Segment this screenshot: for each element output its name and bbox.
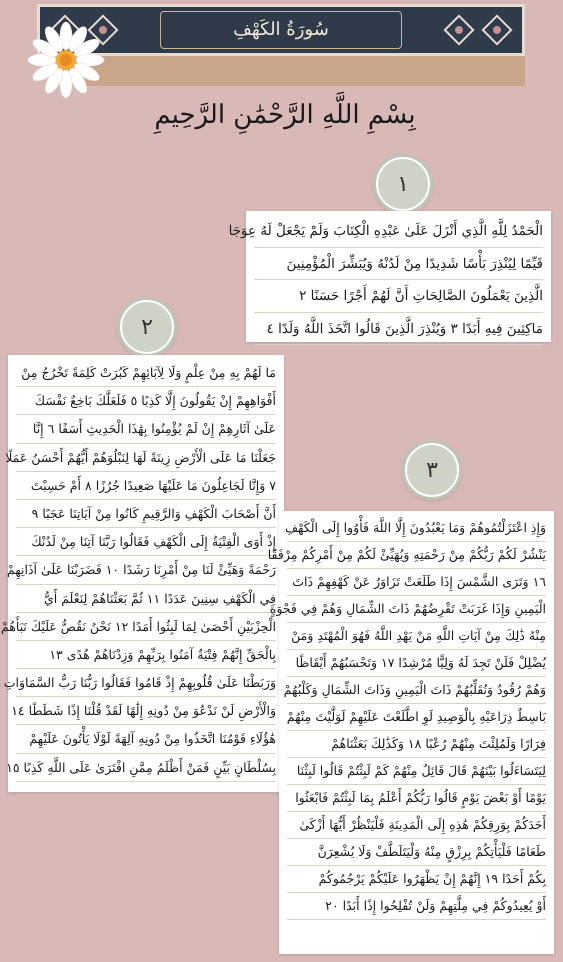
verse-line: ٧ وَإِنَّا لَجَاعِلُونَ مَا عَلَيْهَا صَعِيدًا جُرُزًا ٨ أَمْ حَسِبْتَ [16, 472, 276, 500]
verse-line: وَرَبَطْنَا عَلَىٰ قُلُوبِهِمْ إِذْ قَامُوا فَقَالُوا رَبُّنَا رَبُّ السَّمَاوَاتِ [16, 669, 276, 697]
verse-line: الَّذِينَ يَعْمَلُونَ الصَّالِحَاتِ أَنَّ لَهُمْ أَجْرًا حَسَنًا ٢ [254, 280, 543, 313]
verse-card-1 [228, 211, 551, 342]
verse-line: جَعَلْنَا مَا عَلَى الْأَرْضِ زِينَةً لَهَا لِنَبْلُوَهُمْ أَيُّهُمْ أَحْسَنُ عَمَلًا [16, 444, 276, 472]
surah-title: سُورَةُ الكَهْفِ [233, 19, 329, 40]
verse-line: وَإِذِ اعْتَزَلْتُمُوهُمْ وَمَا يَعْبُدُونَ إِلَّا اللَّهَ فَأْوُوا إِلَى الْكَهْفِ [287, 515, 546, 542]
verse-line: مِنْهُ ذَٰلِكَ مِنْ آيَاتِ اللَّهِ مَنْ يَهْدِ اللَّهُ فَهُوَ الْمُهْتَدِ وَمَنْ [287, 623, 546, 650]
verse-line: يَنْشُرْ لَكُمْ رَبُّكُمْ مِنْ رَحْمَتِهِ وَيُهَيِّئْ لَكُمْ مِنْ أَمْرِكُمْ مِرْفَقًا [287, 542, 546, 569]
verse-line: أَنَّ أَصْحَابَ الْكَهْفِ وَالرَّقِيمِ كَانُوا مِنْ آيَاتِنَا عَجَبًا ٩ [16, 500, 276, 528]
verse-line: الْحَمْدُ لِلَّهِ الَّذِي أَنْزَلَ عَلَىٰ عَبْدِهِ الْكِتَابَ وَلَمْ يَجْعَلْ لَهُ عِوَجَا [254, 215, 543, 248]
verse-line: مَا لَهُمْ بِهِ مِنْ عِلْمٍ وَلَا لِآبَائِهِمْ كَبُرَتْ كَلِمَةً تَخْرُجُ مِنْ [16, 359, 276, 387]
verse-line: ١٦ وَتَرَى الشَّمْسَ إِذَا طَلَعَتْ تَزَاوَرُ عَنْ كَهْفِهِمْ ذَاتَ [287, 569, 546, 596]
verse-line: يُضْلِلْ فَلَنْ تَجِدَ لَهُ وَلِيًّا مُرْشِدًا ١٧ وَتَحْسَبُهُمْ أَيْقَاظًا [287, 650, 546, 677]
daisy-flower-icon [28, 22, 104, 98]
verse-line: وَهُمْ رُقُودٌ وَنُقَلِّبُهُمْ ذَاتَ الْيَمِينِ وَذَاتَ الشِّمَالِ وَكَلْبُهُمْ [287, 677, 546, 704]
verse-line: أَوْ يُعِيدُوكُمْ فِي مِلَّتِهِمْ وَلَنْ تُفْلِحُوا إِذًا أَبَدًا ٢٠ [287, 893, 546, 920]
verse-line: لِيَتَسَاءَلُوا بَيْنَهُمْ قَالَ قَائِلٌ مِنْهُمْ كَمْ لَبِثْتُمْ قَالُوا لَبِثْنَا [287, 758, 546, 785]
verse-line: مَاكِثِينَ فِيهِ أَبَدًا ٣ وَيُنْذِرَ الَّذِينَ قَالُوا اتَّخَذَ اللَّهُ وَلَدًا ٤ [254, 313, 543, 346]
page-badge-1: ١ [376, 157, 430, 211]
verse-line: أَفْوَاهِهِمْ إِنْ يَقُولُونَ إِلَّا كَذِبًا ٥ فَلَعَلَّكَ بَاخِعٌ نَفْسَكَ [16, 387, 276, 415]
verse-line: أَحَدَكُمْ بِوَرِقِكُمْ هَٰذِهِ إِلَى الْمَدِينَةِ فَلْيَنْظُرْ أَيُّهَا أَزْكَىٰ [287, 812, 546, 839]
verse-line: فِي الْكَهْفِ سِنِينَ عَدَدًا ١١ ثُمَّ بَعَثْنَاهُمْ لِنَعْلَمَ أَيُّ [16, 585, 276, 613]
verse-line: يَوْمًا أَوْ بَعْضَ يَوْمٍ قَالُوا رَبُّكُمْ أَعْلَمُ بِمَا لَبِثْتُمْ فَابْعَثُوا [287, 785, 546, 812]
verse-line: هَٰؤُلَاءِ قَوْمُنَا اتَّخَذُوا مِنْ دُونِهِ آلِهَةً لَوْلَا يَأْتُونَ عَلَيْهِمْ [16, 725, 276, 753]
verse-line: عَلَىٰ آثَارِهِمْ إِنْ لَمْ يُؤْمِنُوا بِهَٰذَا الْحَدِيثِ أَسَفًا ٦ إِنَّا [16, 415, 276, 443]
verse-line: بِكُمْ أَحَدًا ١٩ إِنَّهُمْ إِنْ يَظْهَرُوا عَلَيْكُمْ يَرْجُمُوكُمْ [287, 866, 546, 893]
verse-line: إِذْ أَوَى الْفِتْيَةُ إِلَى الْكَهْفِ فَقَالُوا رَبَّنَا آتِنَا مِنْ لَدُنْكَ [16, 528, 276, 556]
verse-line: الْحِزْبَيْنِ أَحْصَىٰ لِمَا لَبِثُوا أَمَدًا ١٢ نَحْنُ نَقُصُّ عَلَيْكَ نَبَأَهُمْ [16, 613, 276, 641]
banner-strip [66, 56, 525, 86]
page-badge-3: ٣ [405, 443, 459, 497]
verse-line: بِالْحَقِّ إِنَّهُمْ فِتْيَةٌ آمَنُوا بِرَبِّهِمْ وَزِدْنَاهُمْ هُدًى ١٣ [16, 641, 276, 669]
verse-line: وَالْأَرْضِ لَنْ نَدْعُوَ مِنْ دُونِهِ إِلَٰهًا لَقَدْ قُلْنَا إِذًا شَطَطًا ١٤ [16, 697, 276, 725]
surah-header-banner [37, 4, 525, 56]
verse-card-2 [0, 355, 284, 792]
basmala: بِسْمِ اللَّهِ الرَّحْمَٰنِ الرَّحِيمِ [154, 100, 416, 130]
verse-line: رَحْمَةً وَهَيِّئْ لَنَا مِنْ أَمْرِنَا رَشَدًا ١٠ فَضَرَبْنَا عَلَىٰ آذَانِهِمْ [16, 556, 276, 584]
verse-line: بِسُلْطَانٍ بَيِّنٍ فَمَنْ أَظْلَمُ مِمَّنِ افْتَرَىٰ عَلَى اللَّهِ كَذِبًا ١٥ [16, 754, 276, 782]
verse-line: قَيِّمًا لِيُنْذِرَ بَأْسًا شَدِيدًا مِنْ لَدُنْهُ وَيُبَشِّرَ الْمُؤْمِنِينَ [254, 248, 543, 281]
verse-card-3 [267, 511, 554, 954]
verse-line: الْيَمِينِ وَإِذَا غَرَبَتْ تَقْرِضُهُمْ ذَاتَ الشِّمَالِ وَهُمْ فِي فَجْوَةٍ [287, 596, 546, 623]
verse-line: بَاسِطٌ ذِرَاعَيْهِ بِالْوَصِيدِ لَوِ اطَّلَعْتَ عَلَيْهِمْ لَوَلَّيْتَ مِنْهُمْ [287, 704, 546, 731]
verse-line: فِرَارًا وَلَمُلِئْتَ مِنْهُمْ رُعْبًا ١٨ وَكَذَٰلِكَ بَعَثْنَاهُمْ [287, 731, 546, 758]
page-badge-2: ٢ [120, 300, 174, 354]
verse-line: طَعَامًا فَلْيَأْتِكُمْ بِرِزْقٍ مِنْهُ وَلْيَتَلَطَّفْ وَلَا يُشْعِرَنَّ [287, 839, 546, 866]
